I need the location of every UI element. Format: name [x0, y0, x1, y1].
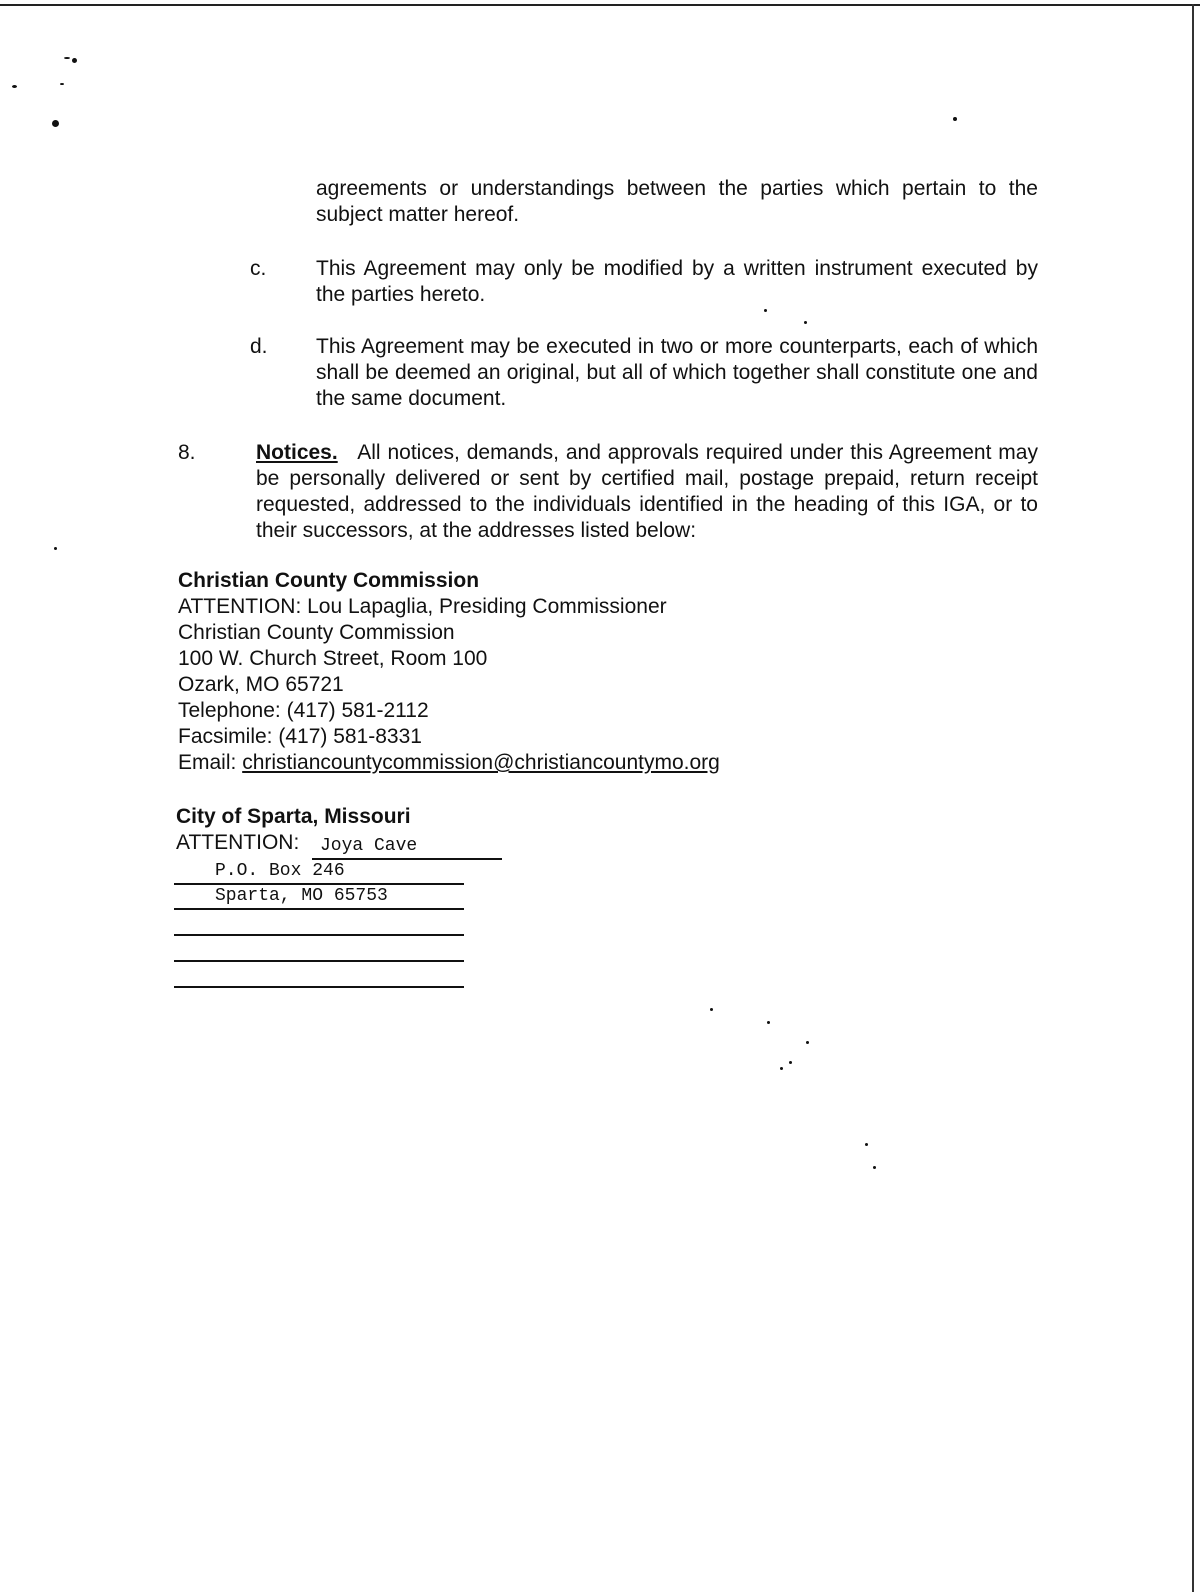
- attention-underline: [312, 858, 502, 860]
- blank-address-line: [174, 960, 464, 962]
- blank-address-line: [174, 934, 464, 936]
- scan-speck: [804, 321, 807, 324]
- scan-speck: [865, 1143, 868, 1146]
- scan-speck: [12, 85, 17, 88]
- county-org: Christian County Commission: [178, 621, 455, 644]
- page-top-edge: [0, 4, 1200, 6]
- county-attention: ATTENTION: Lou Lapaglia, Presiding Commissioner: [178, 595, 667, 618]
- scan-speck: [710, 1008, 713, 1011]
- city-address-line1: P.O. Box 246: [215, 861, 345, 881]
- scan-speck: [60, 83, 64, 85]
- county-city: Ozark, MO 65721: [178, 673, 344, 696]
- notices-heading: Notices.: [256, 441, 338, 464]
- page-right-edge: [1192, 4, 1194, 1592]
- notices-text: All notices, demands, and approvals required under this Agreement may be personally delivered or sent by certified mail, postage prepaid, return receipt requested, addressed to the individuals identified in the heading of this IGA, or to their successors, at the addresses listed below:: [256, 441, 1038, 542]
- item-marker-c: c.: [250, 257, 267, 280]
- scan-speck: [64, 57, 70, 59]
- address-underline-2: [174, 908, 464, 910]
- scan-speck: [52, 120, 59, 127]
- county-telephone: Telephone: (417) 581-2112: [178, 699, 429, 722]
- item-marker-d: d.: [250, 335, 268, 358]
- city-address-line2: Sparta, MO 65753: [215, 886, 388, 906]
- email-link[interactable]: christiancountycommission@christiancountymo.org: [242, 751, 720, 774]
- scan-speck: [54, 547, 57, 550]
- item-d-paragraph: This Agreement may be executed in two or more counterparts, each of which shall be deemed an original, but all of which together shall constitute one and the same document.: [316, 335, 1038, 410]
- county-name: Christian County Commission: [178, 569, 480, 592]
- city-name: City of Sparta, Missouri: [176, 805, 411, 828]
- scan-speck: [789, 1061, 792, 1064]
- scan-speck: [873, 1166, 876, 1169]
- blank-address-line: [174, 986, 464, 988]
- city-attention-value: Joya Cave: [320, 836, 418, 856]
- scan-speck: [764, 309, 767, 312]
- scan-speck: [953, 117, 957, 121]
- email-label: Email:: [178, 751, 243, 774]
- county-email-line: [178, 750, 720, 776]
- scan-speck: [806, 1041, 809, 1044]
- scan-speck: [780, 1067, 783, 1070]
- county-facsimile: Facsimile: (417) 581-8331: [178, 725, 422, 748]
- continuation-paragraph: agreements or understandings between the parties which pertain to the subject matter hereof.: [316, 177, 1038, 226]
- scan-speck: [72, 58, 77, 63]
- item-c-paragraph: This Agreement may only be modified by a written instrument executed by the parties hereto.: [316, 257, 1038, 306]
- county-street: 100 W. Church Street, Room 100: [178, 647, 488, 670]
- address-underline-1: [174, 883, 464, 885]
- scan-speck: [767, 1021, 770, 1024]
- city-attention-label: ATTENTION:: [176, 831, 300, 854]
- section-number: 8.: [178, 441, 196, 464]
- notices-paragraph: [256, 440, 1038, 544]
